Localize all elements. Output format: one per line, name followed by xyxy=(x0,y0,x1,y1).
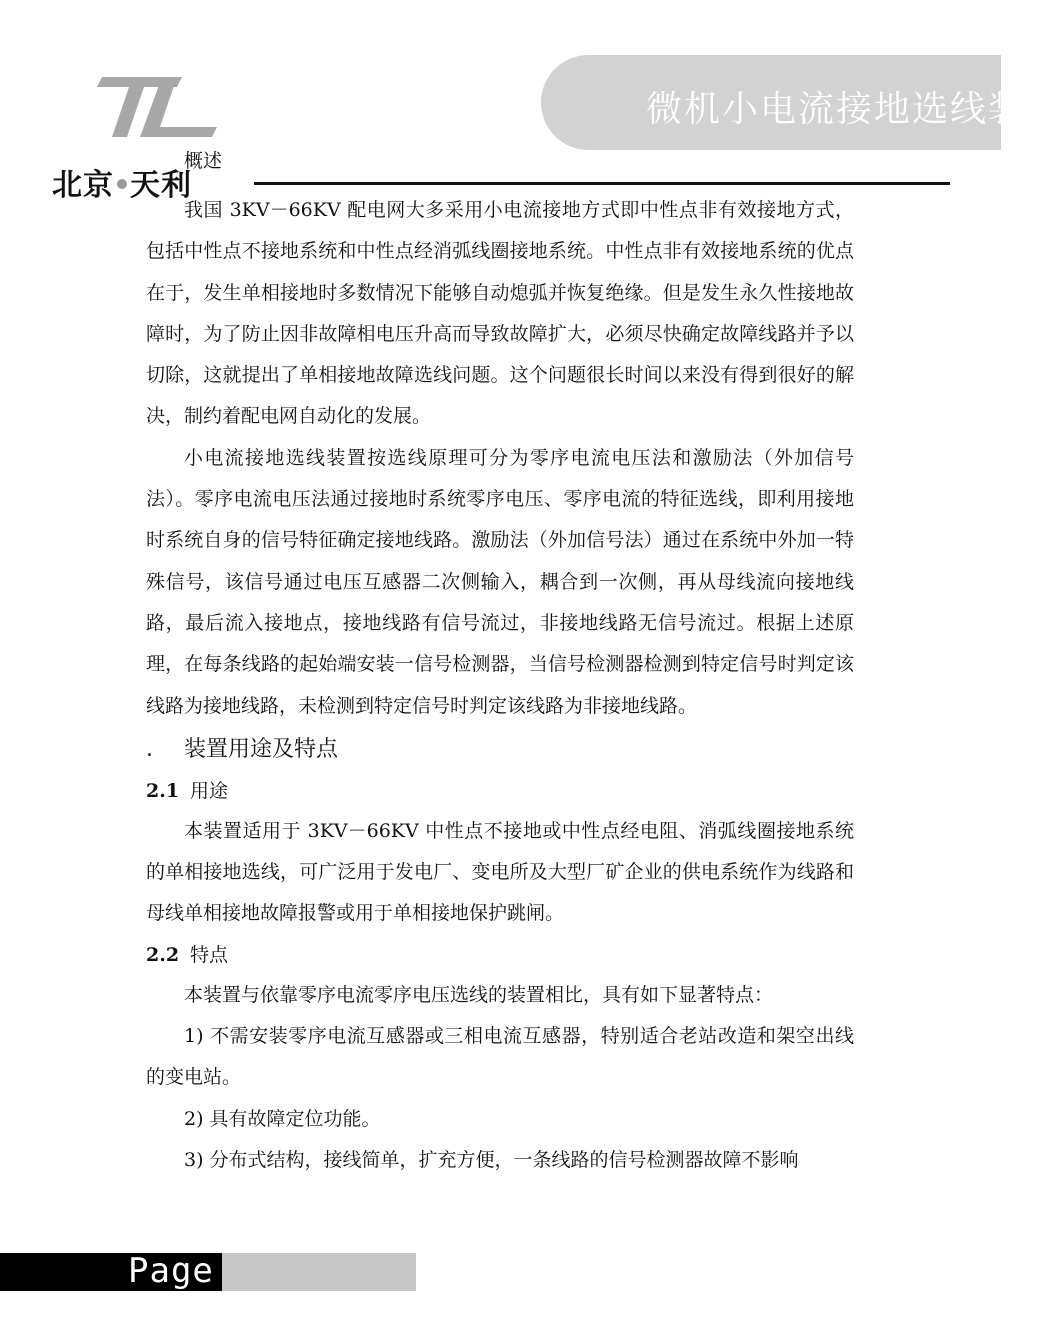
paragraph-usage: 本装置适用于 3KV－66KV 中性点不接地或中性点经电阻、消弧线圈接地系统的单相接地选线，可广泛用于发电厂、变电所及大型厂矿企业的供电系统作为线路和母线单相接地故障报警或用于单相接地保护跳闸。 xyxy=(146,819,854,925)
page-label: Page xyxy=(128,1251,214,1291)
header-divider xyxy=(254,182,950,185)
subsection-title: 特点 xyxy=(190,943,229,966)
section2-title: 装置用途及特点 xyxy=(184,736,339,762)
tl-logo-icon xyxy=(82,72,222,142)
feature-item-3: 3) 分布式结构，接线简单，扩充方便，一条线路的信号检测器故障不影响 xyxy=(184,1148,799,1171)
page-title: 微机小电流接地选线装置 xyxy=(646,89,1064,130)
logo-text-left: 北京 xyxy=(52,168,114,203)
subsection-2-1-heading xyxy=(146,771,854,811)
section1-heading: 概述 xyxy=(184,150,223,172)
subsection-title: 用途 xyxy=(190,779,229,802)
document-body xyxy=(146,190,854,1181)
paragraph-features-intro: 本装置与依靠零序电流零序电压选线的装置相比，具有如下显著特点： xyxy=(184,983,774,1006)
subsection-number: 2.1 xyxy=(146,779,180,802)
paragraph-intro: 我国 3KV－66KV 配电网大多采用小电流接地方式即中性点非有效接地方式，包括中性点不接地系统和中性点经消弧线圈接地系统。中性点非有效接地系统的优点在于，发生单相接地时多数情况下能够自动熄弧并恢复绝缘。但是发生永久性接地故障时，为了防止因非故障相电压升高而导致故障扩大，必须尽快确定故障线路并予以切除，这就提出了单相接地故障选线问题。这个问题很长时间以来没有得到很好的解决，制约着配电网自动化的发展。 xyxy=(146,199,854,428)
feature-item-1: 1) 不需安装零序电流互感器或三相电流互感器，特别适合老站改造和架空出线的变电站。 xyxy=(146,1025,854,1089)
company-logo xyxy=(52,72,242,202)
footer-grey-bar xyxy=(222,1253,416,1291)
logo-text-right: 天利 xyxy=(130,168,192,203)
paragraph-principle: 小电流接地选线装置按选线原理可分为零序电流电压法和激励法（外加信号法）。零序电流电压法通过接地时系统零序电压、零序电流的特征选线，即利用接地时系统自身的信号特征确定接地线路。激励法（外加信号法）通过在系统中外加一特殊信号，该信号通过电压互感器二次侧输入，耦合到一次侧，再从母线流向接地线路，最后流入接地点，接地线路有信号流过，非接地线路无信号流过。根据上述原理，在每条线路的起始端安装一信号检测器，当信号检测器检测到特定信号时判定该线路为接地线路，未检测到特定信号时判定该线路为非接地线路。 xyxy=(146,446,854,717)
section2-marker: . xyxy=(146,736,153,762)
logo-dot-icon xyxy=(117,179,127,189)
subsection-2-2-heading xyxy=(146,935,854,975)
header-banner xyxy=(541,55,1064,150)
feature-item-2: 2) 具有故障定位功能。 xyxy=(184,1107,381,1130)
section2-heading xyxy=(146,729,854,771)
subsection-number: 2.2 xyxy=(146,943,180,966)
page-footer xyxy=(0,1253,416,1291)
